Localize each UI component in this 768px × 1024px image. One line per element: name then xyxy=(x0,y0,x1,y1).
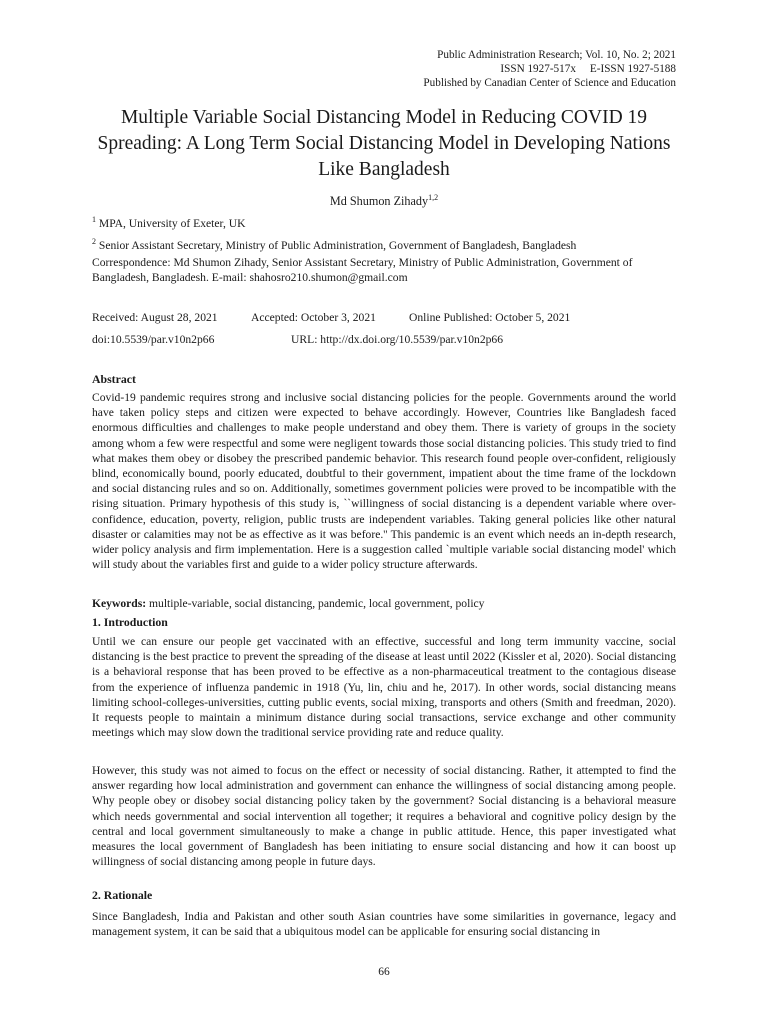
paper-title: Multiple Variable Social Distancing Model in Reducing COVID 19 Spreading: A Long Term Social Distancing Model in Developing Nations Like Bangladesh xyxy=(97,107,671,180)
affiliation-1-text: MPA, University of Exeter, UK xyxy=(96,216,246,230)
affiliation-1-mark: 1 xyxy=(92,215,96,224)
keywords-text: multiple-variable, social distancing, pandemic, local government, policy xyxy=(146,597,485,610)
journal-publisher: Published by Canadian Center of Science and Education xyxy=(423,77,676,89)
published-date: Online Published: October 5, 2021 xyxy=(409,311,571,324)
journal-header xyxy=(423,48,676,90)
rationale-paragraph-1: Since Bangladesh, India and Pakistan and other south Asian countries have some similarities in governance, legacy and management system, it can be said that a ubiquitous model can be applicable for ensuring social distancing in xyxy=(92,910,676,939)
abstract-heading: Abstract xyxy=(92,372,136,386)
doi: doi:10.5539/par.v10n2p66 xyxy=(92,333,215,346)
abstract-text: Covid-19 pandemic requires strong and inclusive social distancing policies for the people. Governments around the world have taken policy steps and citizen were expected to behave accordingly. However, Countries like Bangladesh faced enormous difficulties and challenges to make people understand and obey them. There is variety of groups in the society among whom a few were respectful and some were negligent towards those social distancing policies. This study tried to find what makes them obey or disobey the prescribed pandemic behavior. This research found people over-confident, religiously blind, economically bound, poorly educated, doubtful to their government, impatient about the time frame of the lockdown and social distancing rules and so on. Additionally, sometimes government policies were proved to be incompatible with the rising situation. Primary hypothesis of this study is, ``willingness of social distancing is a dependent variable where over-confidence, education, poverty, religion, public trusts are independent variables. Taking general policies like other natural disaster or calamities may not be as effective as it was before.'' This pandemic is an event which needs an in-depth research, wider policy analysis and firm implementation. Here is a suggestion called `multiple variable social distancing model' which will study about the variables first and guide to a wider policy structure afterwards. xyxy=(92,391,676,572)
doi-url-link[interactable]: URL: http://dx.doi.org/10.5539/par.v10n2p66 xyxy=(291,333,504,346)
page-number: 66 xyxy=(378,966,390,978)
author-line xyxy=(0,193,768,209)
journal-issn: ISSN 1927-517x E-ISSN 1927-5188 xyxy=(500,63,676,75)
keywords-label: Keywords: xyxy=(92,597,147,610)
journal-citation: Public Administration Research; Vol. 10, No. 2; 2021 xyxy=(437,49,676,61)
rationale-heading: 2. Rationale xyxy=(92,888,153,902)
introduction-paragraph-1: Until we can ensure our people get vaccinated with an effective, successful and long term immunity vaccine, social distancing is the best practice to prevent the spreading of the disease at least until 2022 (Kissler et al, 2020). Social distancing is a behavioral response that has been proved to be effective as a non-pharmaceutical treatment to the contagious disease from the experience of influenza pandemic in 1918 (Yu, lin, chiu and he, 2017). In other words, social distancing means limiting school-colleges-universities, cutting public events, social mixing, transports and others (Smith and freedman, 2020). It requests people to maintain a minimum distance during social transactions, service exchange and other community meetings which may slow down the traditional service providing rate and reduce quality. xyxy=(92,635,676,740)
dates-line xyxy=(92,310,676,325)
author-affiliation-marks: 1,2 xyxy=(428,193,439,202)
affiliation-2-mark: 2 xyxy=(92,237,96,246)
accepted-date: Accepted: October 3, 2021 xyxy=(251,311,376,324)
doi-line xyxy=(92,332,676,347)
author-name: Md Shumon Zihady xyxy=(329,194,429,209)
received-date: Received: August 28, 2021 xyxy=(92,311,218,324)
affiliation-2-text: Senior Assistant Secretary, Ministry of Public Administration, Government of Bangladesh, Bangladesh xyxy=(96,238,577,252)
introduction-heading: 1. Introduction xyxy=(92,615,168,629)
affiliation-1 xyxy=(92,212,676,231)
keywords xyxy=(92,596,676,611)
affiliation-2 xyxy=(92,234,676,253)
correspondence: Correspondence: Md Shumon Zihady, Senior Assistant Secretary, Ministry of Public Administration, Government of Bangladesh, Bangladesh. E-mail: shahosro210.shumon@gmail.com xyxy=(92,256,633,285)
introduction-paragraph-2: However, this study was not aimed to focus on the effect or necessity of social distancing. Rather, it attempted to find the answer regarding how local administration and government can enhance the willingness of social distancing among people. Why people obey or disobey social distancing policy taken by the government? Social distancing is a behavioral measure which needs governmental and social intervention all together; it requires a behavioral and cognitive policy design by the central and local government simultaneously to make a change in public attitude. Hence, this paper investigated what measures the local government of Bangladesh has been initiating to ensure social distancing and how it can boost up willingness of social distancing among people in future days. xyxy=(92,764,676,869)
